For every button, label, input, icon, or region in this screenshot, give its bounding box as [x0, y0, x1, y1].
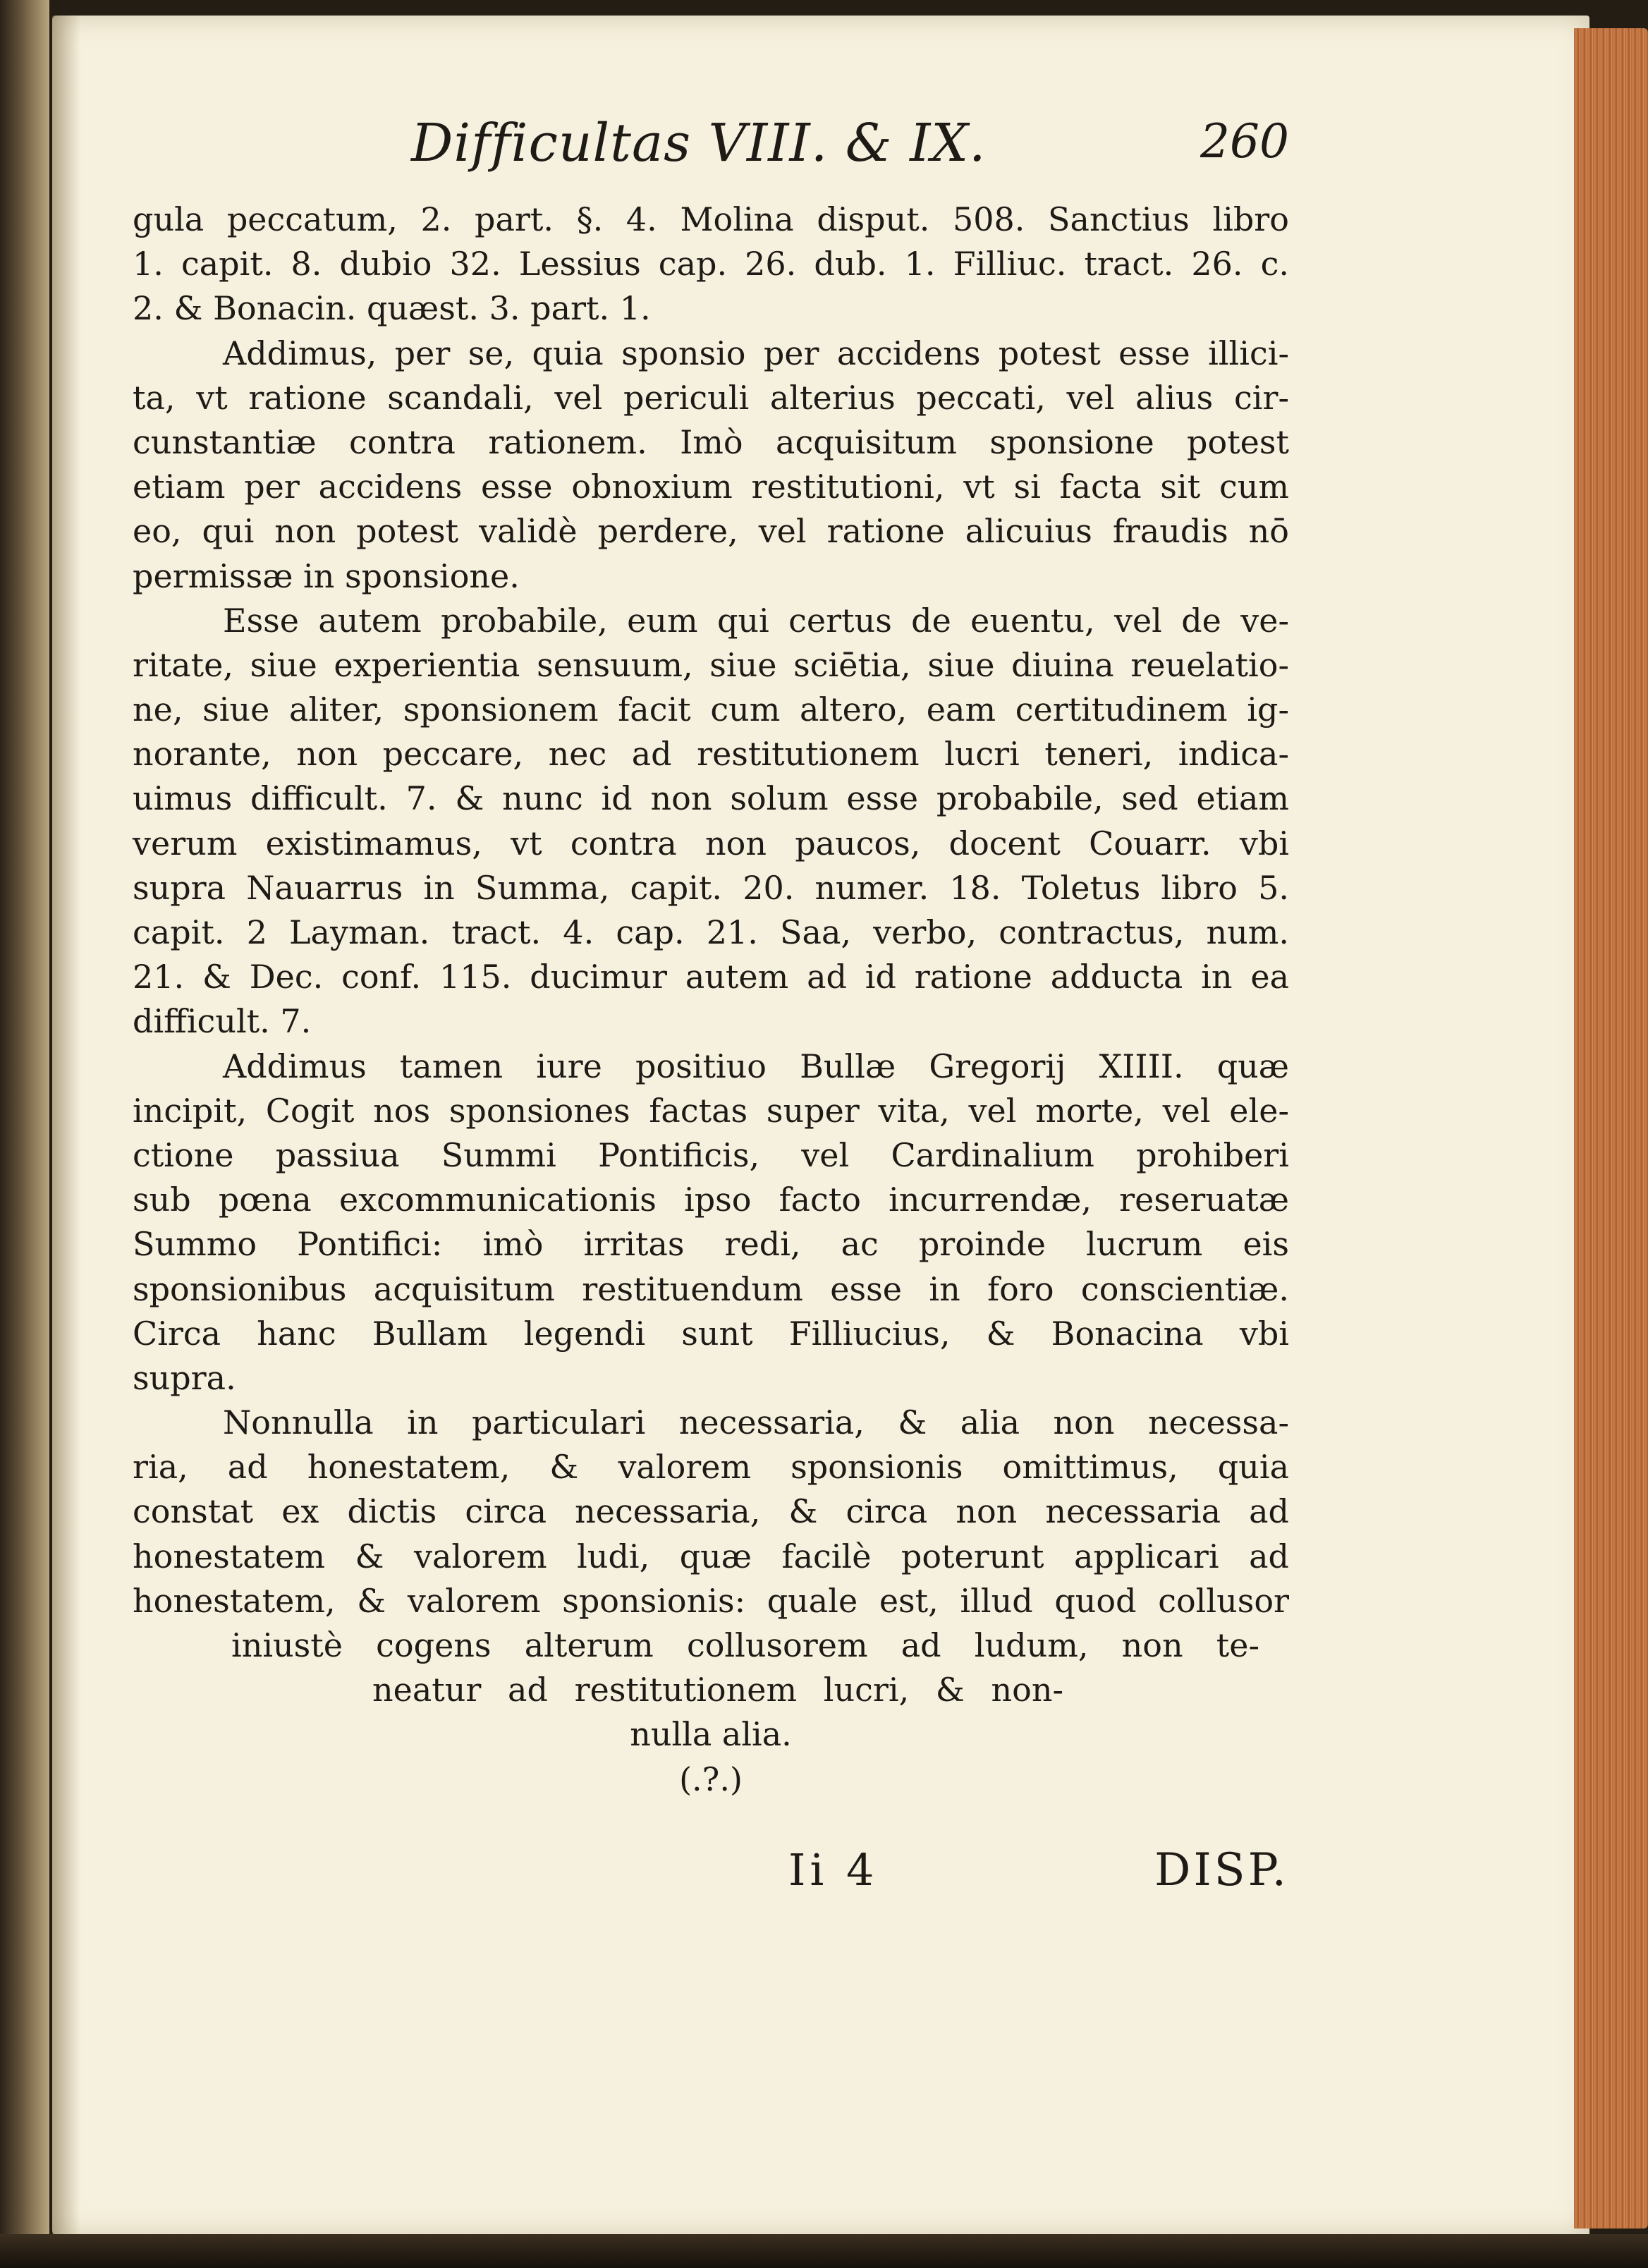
previous-page-edge: [0, 0, 49, 2268]
text-line: eo, qui non potest validè perdere, vel ratione alicuius fraudis nō: [133, 512, 1289, 551]
text-line: capit. 2 Layman. tract. 4. cap. 21. Saa, verbo, contractus, num.: [133, 913, 1289, 951]
paragraph: [133, 1401, 1289, 1623]
text-line: supra Nauarrus in Summa, capit. 20. numer. 18. Toletus libro 5.: [133, 868, 1289, 907]
text-line: incipit, Cogit nos sponsiones factas super vita, vel morte, vel ele-: [133, 1091, 1289, 1130]
signature-mark: Ii 4: [788, 1843, 879, 1896]
text-line: difficult. 7.: [133, 1002, 312, 1041]
text-line: cunstantiæ contra rationem. Imò acquisitum sponsione potest: [133, 422, 1289, 461]
bottom-shadow: [0, 2234, 1648, 2268]
text-line: sponsionibus acquisitum restituendum esse in foro conscientiæ.: [133, 1269, 1289, 1308]
text-line: uimus difficult. 7. & nunc id non solum esse probabile, sed etiam: [133, 779, 1289, 818]
text-line: ria, ad honestatem, & valorem sponsionis omittimus, quia: [133, 1448, 1289, 1487]
running-head-title: Difficultas VIII. & IX.: [411, 113, 987, 173]
page-number: 260: [1200, 114, 1289, 169]
tail-ornament: (.?.): [679, 1760, 743, 1798]
text-line: Esse autem probabile, eum qui certus de euentu, vel de ve-: [223, 601, 1289, 640]
text-line: honestatem, & valorem sponsionis: quale est, illud quod collusor: [133, 1581, 1289, 1620]
text-line: ne, siue aliter, sponsionem facit cum altero, eam certitudinem ig-: [133, 690, 1289, 729]
text-line: ta, vt ratione scandali, vel periculi alterius peccati, vel alius cir-: [133, 378, 1289, 417]
text-line: ritate, siue experientia sensuum, siue sciētia, siue diuina reuelatio-: [133, 645, 1289, 684]
text-line: iniustè cogens alterum collusorem ad ludum, non te-: [231, 1626, 1259, 1664]
text-line: permissæ in sponsione.: [133, 556, 520, 595]
catchword: DISP.: [1154, 1843, 1289, 1896]
text-line: Nonnulla in particulari necessaria, & alia non necessa-: [223, 1403, 1289, 1442]
text-line: constat ex dictis circa necessaria, & circa non necessaria ad: [133, 1492, 1289, 1531]
paragraph: [133, 599, 1289, 1044]
page-gutter-shadow: [52, 16, 80, 2237]
text-line: Addimus, per se, quia sponsio per accidens potest esse illici-: [223, 334, 1289, 372]
text-line: neatur ad restitutionem lucri, & non-: [372, 1671, 1063, 1709]
text-line: nulla alia.: [630, 1715, 792, 1754]
running-head: [133, 99, 1289, 197]
text-line: Addimus tamen iure positiuo Bullæ Gregorij XIIII. quæ: [223, 1047, 1289, 1085]
text-line: verum existimamus, vt contra non paucos, docent Couarr. vbi: [133, 824, 1289, 862]
text-line: 2. & Bonacin. quæst. 3. part. 1.: [133, 289, 651, 328]
text-line: gula peccatum, 2. part. §. 4. Molina disput. 508. Sanctius libro: [133, 200, 1289, 238]
text-line: 21. & Dec. conf. 115. ducimur autem ad id ratione adducta in ea: [133, 958, 1289, 996]
text-line: etiam per accidens esse obnoxium restitutioni, vt si facta sit cum: [133, 468, 1289, 506]
text-line: norante, non peccare, nec ad restitutionem lucri teneri, indica-: [133, 735, 1289, 774]
text-line: Summo Pontifici: imò irritas redi, ac proinde lucrum eis: [133, 1225, 1289, 1264]
page-footer: [133, 1830, 1289, 1915]
text-line: 1. capit. 8. dubio 32. Lessius cap. 26. dub. 1. Filliuc. tract. 26. c.: [133, 245, 1289, 284]
text-line: supra.: [133, 1358, 236, 1397]
tailpiece-lines: [133, 1623, 1289, 1757]
text-block: [133, 99, 1289, 1915]
text-line: Circa hanc Bullam legendi sunt Filliucius, & Bonacina vbi: [133, 1314, 1289, 1353]
paragraph: [133, 331, 1289, 599]
page-block-edges: [1574, 28, 1648, 2229]
paragraph: [133, 1044, 1289, 1401]
text-line: sub pœna excommunicationis ipso facto incurrendæ, reseruatæ: [133, 1181, 1289, 1219]
text-line: honestatem & valorem ludi, quæ facilè poterunt applicari ad: [133, 1537, 1289, 1575]
paragraph: [133, 197, 1289, 331]
text-line: ctione passiua Summi Pontificis, vel Cardinalium prohiberi: [133, 1135, 1289, 1174]
